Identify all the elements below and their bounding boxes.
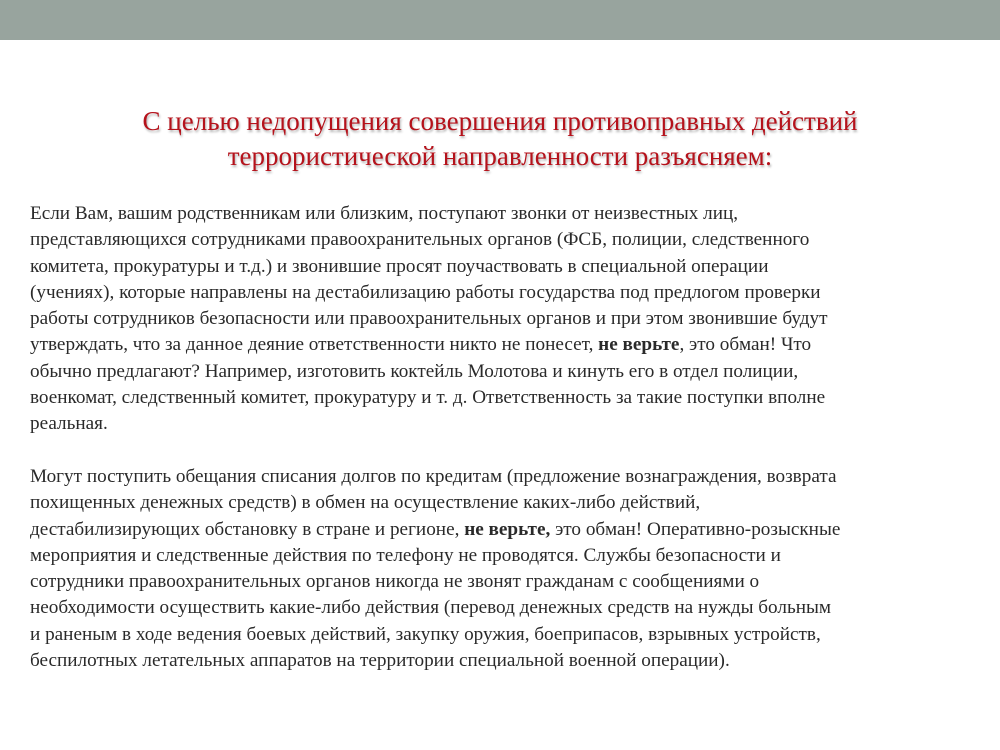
slide-body (30, 201, 975, 674)
text-line: работы сотрудников безопасности или правоохранительных органов и при этом звонившие будут (30, 308, 828, 330)
text-fragment: дестабилизирующих обстановку в стране и регионе, (30, 518, 465, 540)
text-line: мероприятия и следственные действия по телефону не проводятся. Службы безопасности и (30, 544, 781, 566)
text-line: (учениях), которые направлены на дестабилизацию работы государства под предлогом проверки (30, 281, 821, 303)
text-fragment: утверждать, что за данное деяние ответственности никто не понесет, (30, 334, 599, 356)
text-line: обычно предлагают? Например, изготовить коктейль Молотова и кинуть его в отдел полиции, (30, 360, 799, 382)
paragraph-spacer (30, 438, 975, 464)
text-line: представляющихся сотрудниками правоохранительных органов (ФСБ, полиции, следственного (30, 229, 810, 251)
top-banner-bar (0, 0, 1000, 40)
text-line: необходимости осуществить какие-либо действия (перевод денежных средств на нужды больным (30, 597, 832, 619)
title-line-2: террористической направленности разъясняем: (227, 141, 773, 171)
text-line: Если Вам, вашим родственникам или близким, поступают звонки от неизвестных лиц, (30, 203, 739, 224)
text-line: комитета, прокуратуры и т.д.) и звонившие просят поучаствовать в специальной операции (30, 255, 769, 277)
text-line: Могут поступить обещания списания долгов по кредитам (предложение вознаграждения, возврата (30, 465, 837, 487)
text-line (30, 332, 975, 358)
text-line: сотрудники правоохранительных органов никогда не звонят гражданам с сообщениями о (30, 571, 760, 593)
text-line: похищенных денежных средств) в обмен на осуществление каких-либо действий, (30, 492, 701, 514)
text-line (30, 517, 975, 543)
text-line: реальная. (30, 413, 108, 435)
text-line: и раненым в ходе ведения боевых действий, закупку оружия, боеприпасов, взрывных устройств, (30, 623, 821, 645)
bold-warning: не верьте, (464, 518, 551, 540)
title-line-1: С целью недопущения совершения противоправных действий (142, 106, 858, 136)
paragraph-1 (30, 201, 975, 438)
text-line: беспилотных летательных аппаратов на территории специальной военной операции). (30, 650, 730, 672)
text-line: военкомат, следственный комитет, прокуратуру и т. д. Ответственность за такие поступки вполне (30, 387, 826, 409)
slide-title (40, 104, 960, 174)
text-fragment: , это обман! Что (679, 334, 812, 356)
bold-warning: не верьте (598, 334, 680, 356)
text-fragment: это обман! Оперативно-розыскные (550, 518, 841, 540)
paragraph-2 (30, 464, 975, 674)
